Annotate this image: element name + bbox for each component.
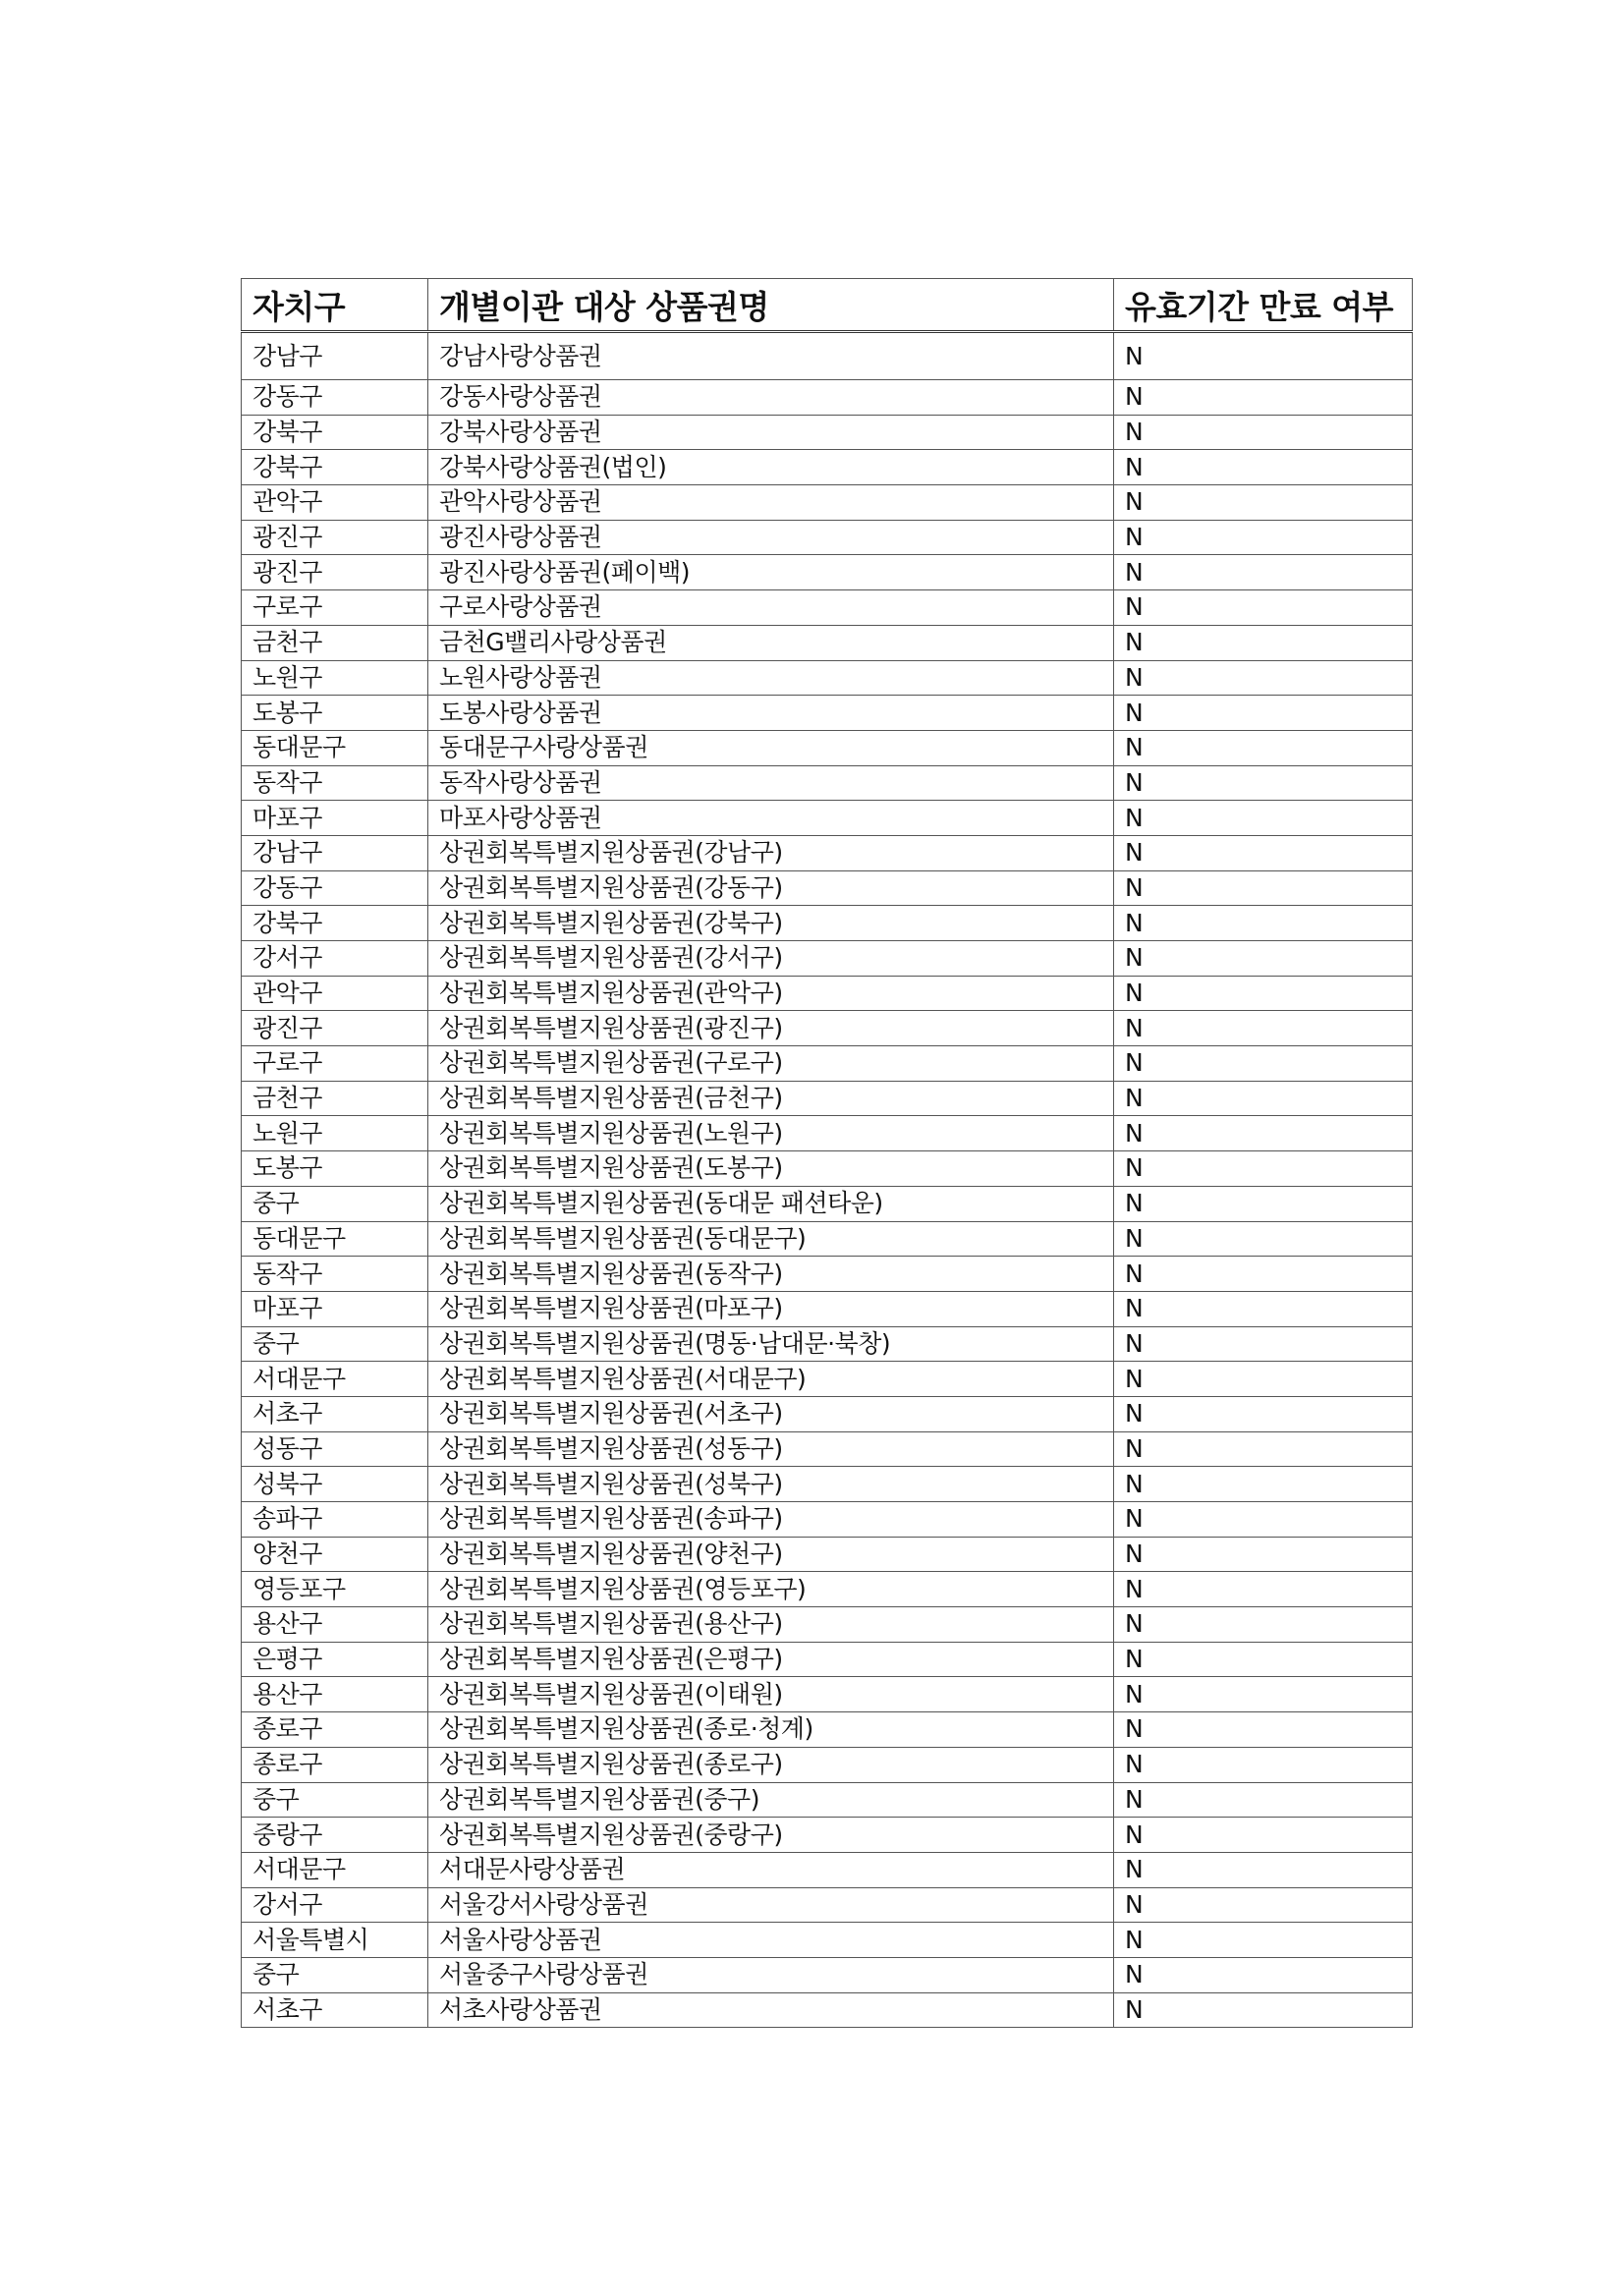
expiry-status-cell: N bbox=[1114, 625, 1413, 660]
expiry-status-cell: N bbox=[1114, 1747, 1413, 1782]
table-row bbox=[242, 835, 1413, 870]
voucher-name-cell: 상권회복특별지원상품권(명동·남대문·북창) bbox=[428, 1326, 1114, 1362]
table-row bbox=[242, 1747, 1413, 1782]
expiry-status-cell: N bbox=[1114, 835, 1413, 870]
table-row bbox=[242, 1257, 1413, 1292]
voucher-name-cell: 상권회복특별지원상품권(광진구) bbox=[428, 1011, 1114, 1046]
table-row bbox=[242, 1081, 1413, 1116]
table-row bbox=[242, 1291, 1413, 1326]
table-row bbox=[242, 1992, 1413, 2028]
voucher-name-cell: 상권회복특별지원상품권(마포구) bbox=[428, 1291, 1114, 1326]
voucher-name-cell: 상권회복특별지원상품권(강북구) bbox=[428, 906, 1114, 941]
voucher-name-cell: 상권회복특별지원상품권(도봉구) bbox=[428, 1151, 1114, 1187]
table-row bbox=[242, 415, 1413, 450]
expiry-status-cell: N bbox=[1114, 520, 1413, 555]
table-row bbox=[242, 941, 1413, 977]
voucher-transfer-table bbox=[241, 278, 1413, 2028]
voucher-name-cell: 서울중구사랑상품권 bbox=[428, 1957, 1114, 1992]
voucher-name-cell: 상권회복특별지원상품권(강동구) bbox=[428, 870, 1114, 906]
expiry-status-cell: N bbox=[1114, 380, 1413, 416]
table-row bbox=[242, 332, 1413, 380]
table-row bbox=[242, 1467, 1413, 1502]
expiry-status-cell: N bbox=[1114, 1537, 1413, 1572]
table-row bbox=[242, 1502, 1413, 1538]
district-cell: 용산구 bbox=[242, 1677, 428, 1712]
table-row bbox=[242, 1221, 1413, 1257]
expiry-status-cell: N bbox=[1114, 1957, 1413, 1992]
table-row bbox=[242, 625, 1413, 660]
expiry-status-cell: N bbox=[1114, 1046, 1413, 1082]
voucher-name-cell: 상권회복특별지원상품권(성동구) bbox=[428, 1431, 1114, 1467]
voucher-name-cell: 관악사랑상품권 bbox=[428, 485, 1114, 521]
voucher-name-cell: 상권회복특별지원상품권(은평구) bbox=[428, 1642, 1114, 1677]
expiry-status-cell: N bbox=[1114, 1887, 1413, 1923]
voucher-name-cell: 상권회복특별지원상품권(서초구) bbox=[428, 1396, 1114, 1431]
expiry-status-cell: N bbox=[1114, 1677, 1413, 1712]
expiry-status-cell: N bbox=[1114, 1081, 1413, 1116]
district-cell: 구로구 bbox=[242, 1046, 428, 1082]
voucher-name-cell: 서울강서사랑상품권 bbox=[428, 1887, 1114, 1923]
voucher-name-cell: 상권회복특별지원상품권(동대문구) bbox=[428, 1221, 1114, 1257]
table-row bbox=[242, 1151, 1413, 1187]
table-row bbox=[242, 1326, 1413, 1362]
expiry-status-cell: N bbox=[1114, 555, 1413, 590]
voucher-name-cell: 서초사랑상품권 bbox=[428, 1992, 1114, 2028]
table-row bbox=[242, 1537, 1413, 1572]
expiry-status-cell: N bbox=[1114, 1257, 1413, 1292]
expiry-status-cell: N bbox=[1114, 1572, 1413, 1607]
district-cell: 중랑구 bbox=[242, 1818, 428, 1853]
district-cell: 중구 bbox=[242, 1957, 428, 1992]
expiry-status-cell: N bbox=[1114, 1712, 1413, 1748]
table-row bbox=[242, 1887, 1413, 1923]
table-row bbox=[242, 1852, 1413, 1887]
voucher-name-cell: 금천G밸리사랑상품권 bbox=[428, 625, 1114, 660]
district-cell: 마포구 bbox=[242, 1291, 428, 1326]
expiry-status-cell: N bbox=[1114, 1186, 1413, 1221]
table-row bbox=[242, 1046, 1413, 1082]
district-cell: 도봉구 bbox=[242, 696, 428, 731]
table-row bbox=[242, 696, 1413, 731]
district-cell: 서울특별시 bbox=[242, 1923, 428, 1958]
voucher-name-cell: 강북사랑상품권 bbox=[428, 415, 1114, 450]
district-cell: 중구 bbox=[242, 1186, 428, 1221]
district-cell: 용산구 bbox=[242, 1607, 428, 1643]
expiry-status-cell: N bbox=[1114, 1782, 1413, 1818]
district-cell: 강동구 bbox=[242, 380, 428, 416]
voucher-name-cell: 서대문사랑상품권 bbox=[428, 1852, 1114, 1887]
district-cell: 강남구 bbox=[242, 835, 428, 870]
district-cell: 은평구 bbox=[242, 1642, 428, 1677]
table-row bbox=[242, 660, 1413, 696]
district-cell: 서대문구 bbox=[242, 1852, 428, 1887]
expiry-status-cell: N bbox=[1114, 1011, 1413, 1046]
expiry-status-cell: N bbox=[1114, 1818, 1413, 1853]
expiry-status-cell: N bbox=[1114, 1852, 1413, 1887]
table-row bbox=[242, 1677, 1413, 1712]
voucher-name-cell: 상권회복특별지원상품권(강남구) bbox=[428, 835, 1114, 870]
district-cell: 관악구 bbox=[242, 485, 428, 521]
district-cell: 광진구 bbox=[242, 520, 428, 555]
table-row bbox=[242, 1712, 1413, 1748]
district-cell: 영등포구 bbox=[242, 1572, 428, 1607]
district-cell: 광진구 bbox=[242, 1011, 428, 1046]
expiry-status-cell: N bbox=[1114, 1642, 1413, 1677]
expiry-status-cell: N bbox=[1114, 450, 1413, 485]
table-row bbox=[242, 1186, 1413, 1221]
voucher-name-cell: 상권회복특별지원상품권(노원구) bbox=[428, 1116, 1114, 1151]
voucher-name-cell: 동대문구사랑상품권 bbox=[428, 730, 1114, 765]
district-cell: 강동구 bbox=[242, 870, 428, 906]
expiry-status-cell: N bbox=[1114, 870, 1413, 906]
column-header-expiry-status: 유효기간 만료 여부 bbox=[1114, 279, 1413, 332]
expiry-status-cell: N bbox=[1114, 1502, 1413, 1538]
expiry-status-cell: N bbox=[1114, 415, 1413, 450]
table-row bbox=[242, 1957, 1413, 1992]
expiry-status-cell: N bbox=[1114, 332, 1413, 380]
voucher-name-cell: 상권회복특별지원상품권(서대문구) bbox=[428, 1362, 1114, 1397]
table-row bbox=[242, 976, 1413, 1011]
table-row bbox=[242, 520, 1413, 555]
table-row bbox=[242, 590, 1413, 626]
expiry-status-cell: N bbox=[1114, 660, 1413, 696]
table-body bbox=[242, 332, 1413, 2028]
expiry-status-cell: N bbox=[1114, 906, 1413, 941]
table-row bbox=[242, 1782, 1413, 1818]
voucher-name-cell: 서울사랑상품권 bbox=[428, 1923, 1114, 1958]
table-row bbox=[242, 1396, 1413, 1431]
expiry-status-cell: N bbox=[1114, 1151, 1413, 1187]
table-header-row bbox=[242, 279, 1413, 332]
district-cell: 강북구 bbox=[242, 906, 428, 941]
district-cell: 금천구 bbox=[242, 625, 428, 660]
district-cell: 구로구 bbox=[242, 590, 428, 626]
district-cell: 성동구 bbox=[242, 1431, 428, 1467]
table-row bbox=[242, 1642, 1413, 1677]
expiry-status-cell: N bbox=[1114, 1992, 1413, 2028]
table-row bbox=[242, 1923, 1413, 1958]
expiry-status-cell: N bbox=[1114, 1467, 1413, 1502]
district-cell: 서초구 bbox=[242, 1992, 428, 2028]
voucher-name-cell: 상권회복특별지원상품권(영등포구) bbox=[428, 1572, 1114, 1607]
district-cell: 강서구 bbox=[242, 1887, 428, 1923]
voucher-name-cell: 상권회복특별지원상품권(중랑구) bbox=[428, 1818, 1114, 1853]
voucher-name-cell: 상권회복특별지원상품권(동작구) bbox=[428, 1257, 1114, 1292]
district-cell: 광진구 bbox=[242, 555, 428, 590]
table-row bbox=[242, 730, 1413, 765]
expiry-status-cell: N bbox=[1114, 801, 1413, 836]
table-row bbox=[242, 906, 1413, 941]
expiry-status-cell: N bbox=[1114, 1607, 1413, 1643]
expiry-status-cell: N bbox=[1114, 590, 1413, 626]
district-cell: 서초구 bbox=[242, 1396, 428, 1431]
expiry-status-cell: N bbox=[1114, 1431, 1413, 1467]
district-cell: 마포구 bbox=[242, 801, 428, 836]
district-cell: 도봉구 bbox=[242, 1151, 428, 1187]
district-cell: 동작구 bbox=[242, 765, 428, 801]
expiry-status-cell: N bbox=[1114, 765, 1413, 801]
district-cell: 동대문구 bbox=[242, 730, 428, 765]
voucher-name-cell: 강남사랑상품권 bbox=[428, 332, 1114, 380]
district-cell: 강북구 bbox=[242, 415, 428, 450]
district-cell: 중구 bbox=[242, 1782, 428, 1818]
district-cell: 노원구 bbox=[242, 1116, 428, 1151]
expiry-status-cell: N bbox=[1114, 1396, 1413, 1431]
voucher-name-cell: 상권회복특별지원상품권(용산구) bbox=[428, 1607, 1114, 1643]
table-row bbox=[242, 1431, 1413, 1467]
district-cell: 성북구 bbox=[242, 1467, 428, 1502]
voucher-name-cell: 도봉사랑상품권 bbox=[428, 696, 1114, 731]
table-row bbox=[242, 1116, 1413, 1151]
voucher-name-cell: 강북사랑상품권(법인) bbox=[428, 450, 1114, 485]
table-row bbox=[242, 555, 1413, 590]
voucher-name-cell: 노원사랑상품권 bbox=[428, 660, 1114, 696]
column-header-district: 자치구 bbox=[242, 279, 428, 332]
district-cell: 동작구 bbox=[242, 1257, 428, 1292]
expiry-status-cell: N bbox=[1114, 696, 1413, 731]
voucher-name-cell: 상권회복특별지원상품권(성북구) bbox=[428, 1467, 1114, 1502]
expiry-status-cell: N bbox=[1114, 1291, 1413, 1326]
table-row bbox=[242, 1607, 1413, 1643]
district-cell: 서대문구 bbox=[242, 1362, 428, 1397]
district-cell: 종로구 bbox=[242, 1712, 428, 1748]
district-cell: 강북구 bbox=[242, 450, 428, 485]
voucher-name-cell: 강동사랑상품권 bbox=[428, 380, 1114, 416]
expiry-status-cell: N bbox=[1114, 1362, 1413, 1397]
district-cell: 동대문구 bbox=[242, 1221, 428, 1257]
table-row bbox=[242, 1818, 1413, 1853]
voucher-name-cell: 상권회복특별지원상품권(강서구) bbox=[428, 941, 1114, 977]
voucher-name-cell: 광진사랑상품권(페이백) bbox=[428, 555, 1114, 590]
voucher-name-cell: 상권회복특별지원상품권(송파구) bbox=[428, 1502, 1114, 1538]
expiry-status-cell: N bbox=[1114, 730, 1413, 765]
district-cell: 강서구 bbox=[242, 941, 428, 977]
expiry-status-cell: N bbox=[1114, 485, 1413, 521]
voucher-name-cell: 상권회복특별지원상품권(구로구) bbox=[428, 1046, 1114, 1082]
voucher-name-cell: 구로사랑상품권 bbox=[428, 590, 1114, 626]
table-row bbox=[242, 1011, 1413, 1046]
voucher-name-cell: 상권회복특별지원상품권(이태원) bbox=[428, 1677, 1114, 1712]
expiry-status-cell: N bbox=[1114, 941, 1413, 977]
voucher-name-cell: 광진사랑상품권 bbox=[428, 520, 1114, 555]
district-cell: 금천구 bbox=[242, 1081, 428, 1116]
expiry-status-cell: N bbox=[1114, 1923, 1413, 1958]
table-row bbox=[242, 485, 1413, 521]
voucher-name-cell: 상권회복특별지원상품권(중구) bbox=[428, 1782, 1114, 1818]
voucher-name-cell: 상권회복특별지원상품권(종로구) bbox=[428, 1747, 1114, 1782]
column-header-voucher-name: 개별이관 대상 상품권명 bbox=[428, 279, 1114, 332]
district-cell: 송파구 bbox=[242, 1502, 428, 1538]
table-row bbox=[242, 450, 1413, 485]
table-row bbox=[242, 1572, 1413, 1607]
expiry-status-cell: N bbox=[1114, 1221, 1413, 1257]
expiry-status-cell: N bbox=[1114, 1116, 1413, 1151]
district-cell: 종로구 bbox=[242, 1747, 428, 1782]
voucher-name-cell: 상권회복특별지원상품권(종로·청계) bbox=[428, 1712, 1114, 1748]
voucher-name-cell: 상권회복특별지원상품권(동대문 패션타운) bbox=[428, 1186, 1114, 1221]
table-row bbox=[242, 1362, 1413, 1397]
district-cell: 중구 bbox=[242, 1326, 428, 1362]
table-row bbox=[242, 380, 1413, 416]
voucher-name-cell: 상권회복특별지원상품권(관악구) bbox=[428, 976, 1114, 1011]
district-cell: 노원구 bbox=[242, 660, 428, 696]
district-cell: 관악구 bbox=[242, 976, 428, 1011]
voucher-name-cell: 상권회복특별지원상품권(금천구) bbox=[428, 1081, 1114, 1116]
expiry-status-cell: N bbox=[1114, 976, 1413, 1011]
table-row bbox=[242, 801, 1413, 836]
voucher-name-cell: 상권회복특별지원상품권(양천구) bbox=[428, 1537, 1114, 1572]
voucher-name-cell: 동작사랑상품권 bbox=[428, 765, 1114, 801]
table-row bbox=[242, 870, 1413, 906]
table-row bbox=[242, 765, 1413, 801]
district-cell: 강남구 bbox=[242, 332, 428, 380]
expiry-status-cell: N bbox=[1114, 1326, 1413, 1362]
district-cell: 양천구 bbox=[242, 1537, 428, 1572]
voucher-name-cell: 마포사랑상품권 bbox=[428, 801, 1114, 836]
